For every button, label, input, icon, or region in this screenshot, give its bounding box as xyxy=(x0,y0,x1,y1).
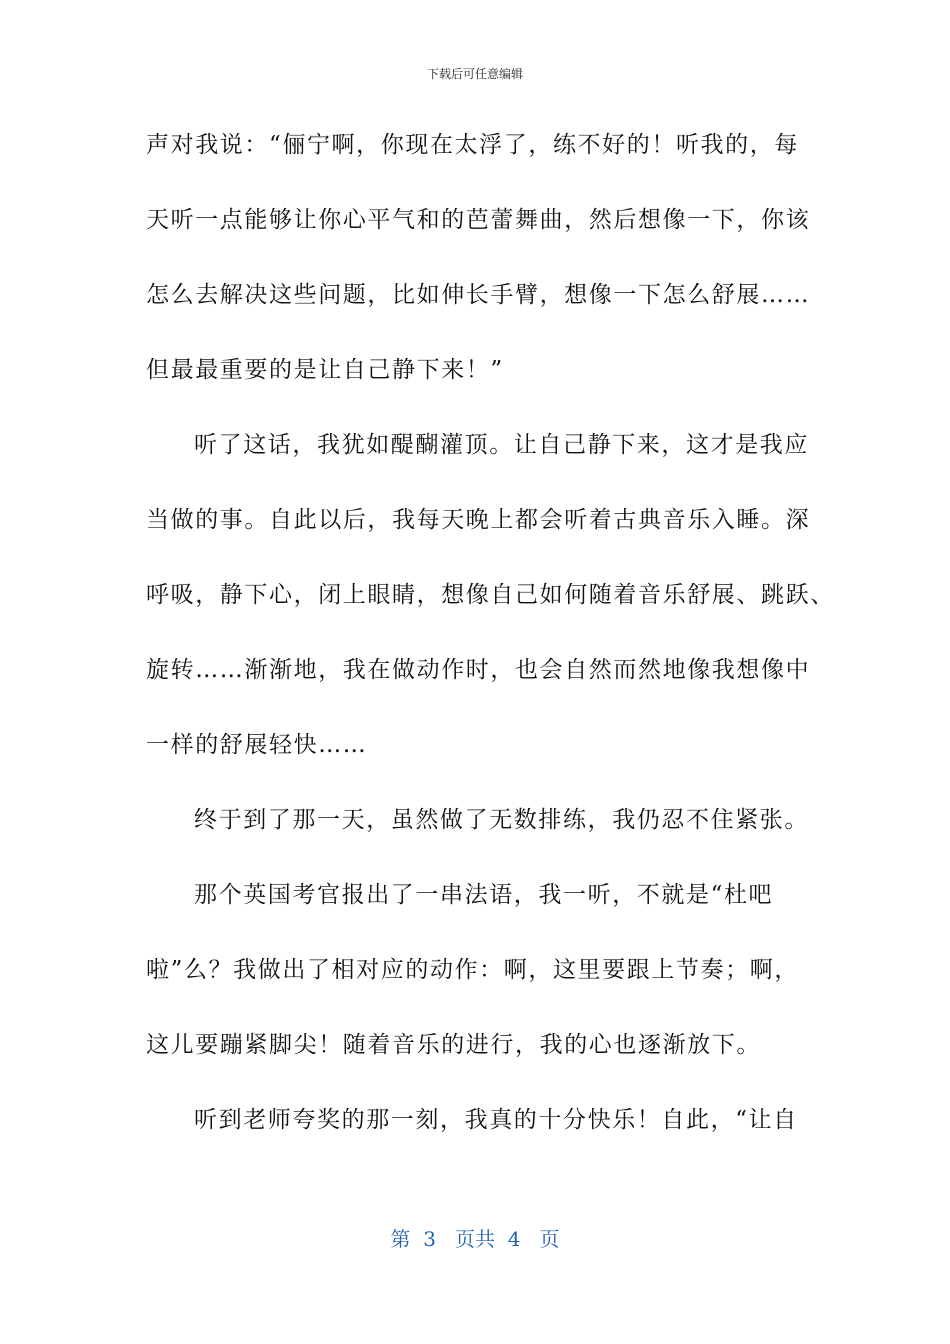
paragraph-first-line: 听了这话，我犹如醍醐灌顶。让自己静下来，这才是我应 xyxy=(194,432,809,458)
page-header: 下载后可任意编辑 xyxy=(426,67,523,81)
text-line: 当做的事。自此以后，我每天晚上都会听着古典音乐入睡。深 xyxy=(146,507,811,533)
text-line: 啦”么？我做出了相对应的动作：啊，这里要跟上节奏；啊， xyxy=(146,957,799,983)
text-line: 旋转……渐渐地，我在做动作时，也会自然而然地像我想像中 xyxy=(146,657,811,683)
page-number-footer: 第 3 页共 4 页 xyxy=(390,1227,560,1251)
text-line: 声对我说：“俪宁啊，你现在太浮了，练不好的！听我的，每 xyxy=(146,132,799,158)
text-line: 天听一点能够让你心平气和的芭蕾舞曲，然后想像一下，你该 xyxy=(146,207,811,233)
paragraph-first-line: 那个英国考官报出了一串法语，我一听，不就是“杜吧 xyxy=(194,882,774,908)
text-line: 这儿要蹦紧脚尖！随着音乐的进行，我的心也逐渐放下。 xyxy=(146,1032,761,1058)
text-line: 一样的舒展轻快…… xyxy=(146,732,368,758)
text-line: 怎么去解决这些问题，比如伸长手臂，想像一下怎么舒展…… xyxy=(146,282,811,308)
body-text xyxy=(146,124,835,1174)
paragraph-first-line: 听到老师夸奖的那一刻，我真的十分快乐！自此，“让自 xyxy=(194,1107,798,1133)
paragraph-first-line: 终于到了那一天，虽然做了无数排练，我仍忍不住紧张。 xyxy=(194,807,809,833)
text-line: 但最最重要的是让自己静下来！” xyxy=(146,357,504,383)
text-line: 呼吸，静下心，闭上眼睛，想像自己如何随着音乐舒展、跳跃、 xyxy=(146,582,835,608)
